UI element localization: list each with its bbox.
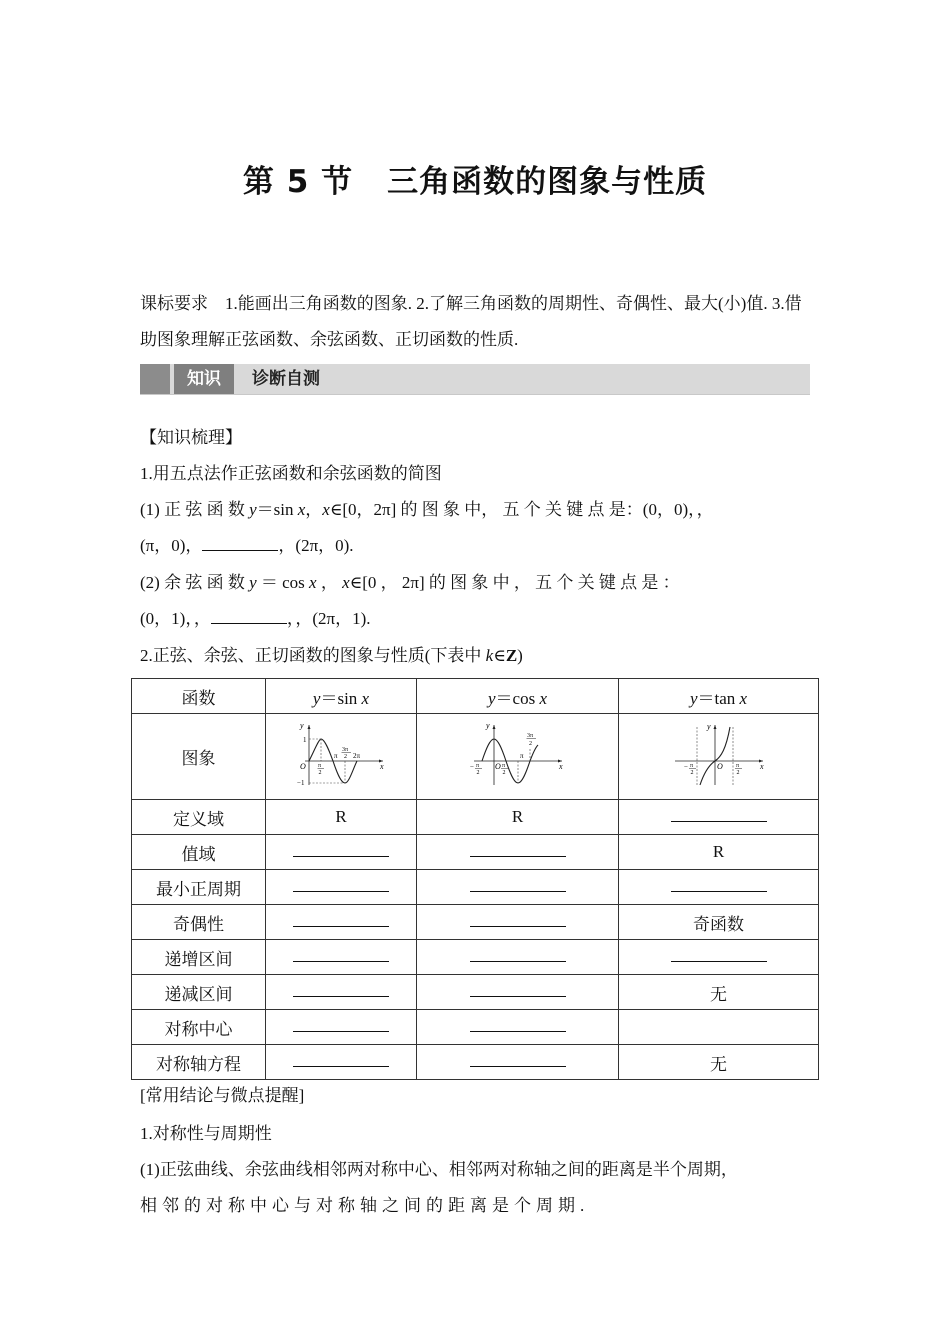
svg-text:x: x: [380, 762, 384, 771]
section-band: [140, 364, 810, 395]
tip-1-heading: 1.对称性与周期性: [140, 1124, 272, 1143]
svg-text:2: 2: [318, 770, 322, 776]
svg-text:−1: −1: [297, 779, 305, 787]
fill-blank[interactable]: [671, 807, 767, 822]
fill-blank[interactable]: [293, 912, 389, 927]
svg-text:2: 2: [344, 754, 347, 760]
cos-points-line: (0，1)，， ，，(2π，1).: [140, 601, 812, 637]
properties-table: [131, 678, 819, 1080]
fill-blank[interactable]: [470, 842, 566, 857]
fill-blank[interactable]: [470, 1052, 566, 1067]
svg-text:π: π: [318, 763, 322, 769]
fill-blank[interactable]: [470, 877, 566, 892]
table-row: 递增区间: [132, 940, 819, 975]
fill-blank[interactable]: [293, 1052, 389, 1067]
svg-text:2π: 2π: [353, 752, 361, 760]
tips-heading: [常用结论与微点提醒]: [140, 1086, 305, 1105]
fill-blank[interactable]: [293, 1017, 389, 1032]
section-number: 第 5 节: [242, 164, 354, 200]
svg-text:−: −: [683, 763, 688, 771]
fill-blank[interactable]: [293, 842, 389, 857]
header-tan: y＝tan x: [619, 679, 819, 714]
page-title: [0, 156, 950, 201]
sin-points-line: (π，0)， ，(2π，0).: [140, 528, 812, 564]
tan-graph-cell: [619, 714, 819, 800]
svg-text:O: O: [716, 762, 723, 771]
svg-text:π: π: [689, 763, 693, 769]
requirements-label: 课标要求: [140, 294, 208, 313]
svg-text:π: π: [735, 763, 739, 769]
svg-text:π: π: [501, 763, 505, 769]
svg-text:3π: 3π: [526, 733, 533, 739]
item-2-heading: 2.正弦、余弦、正切函数的图象与性质(下表中 k∈Z): [140, 646, 523, 665]
band-text: 诊断自测: [252, 369, 320, 389]
band-tab-marker: [140, 364, 170, 394]
svg-text:3π: 3π: [342, 747, 349, 753]
header-cos: y＝cos x: [417, 679, 619, 714]
sin-graph: [297, 721, 385, 787]
svg-text:1: 1: [303, 736, 307, 744]
fill-blank[interactable]: [211, 605, 287, 624]
knowledge-heading: 【知识梳理】: [140, 428, 242, 447]
fill-blank[interactable]: [202, 532, 278, 551]
svg-text:y: y: [300, 721, 304, 730]
table-row: 对称中心: [132, 1010, 819, 1045]
table-row: 最小正周期: [132, 870, 819, 905]
fill-blank[interactable]: [293, 982, 389, 997]
table-header-row: [132, 679, 819, 714]
svg-text:x: x: [759, 762, 764, 771]
header-sin: y＝sin x: [266, 679, 417, 714]
cos-five-point-line: (2) 余 弦 函 数 y ＝ cos x ， x∈[0 ， 2π] 的 图 象 中 ， 五 个 关 键 点 是 ：: [140, 573, 680, 592]
svg-text:O: O: [300, 762, 306, 771]
fill-blank[interactable]: [470, 982, 566, 997]
fill-blank[interactable]: [470, 947, 566, 962]
section-title: 三角函数的图象与性质: [387, 164, 708, 200]
sin-five-point-line: (1) 正 弦 函 数 y＝sin x，x∈[0，2π] 的 图 象 中， 五 个 关 键 点 是：(0，0)，，: [140, 500, 714, 519]
fill-blank[interactable]: [671, 877, 767, 892]
svg-text:π: π: [334, 752, 338, 760]
svg-text:2: 2: [476, 770, 479, 776]
tip-1-text-line-2: 相邻的对称中心与对称轴之间的距离是个周期.: [140, 1196, 590, 1215]
svg-text:π: π: [475, 763, 479, 769]
sin-graph-cell: [266, 714, 417, 800]
svg-text:x: x: [558, 762, 563, 771]
svg-text:−: −: [469, 763, 474, 771]
svg-text:2: 2: [736, 770, 739, 776]
svg-text:2: 2: [528, 741, 532, 747]
requirements-text: 1.能画出三角函数的图象. 2.了解三角函数的周期性、奇偶性、最大(小)值. 3.借助图象理解正弦函数、余弦函数、正切函数的性质.: [140, 294, 802, 349]
table-row: 值域 R: [132, 835, 819, 870]
table-row: 递减区间 无: [132, 975, 819, 1010]
graph-label: 图象: [132, 714, 266, 800]
svg-text:2: 2: [502, 770, 505, 776]
cos-graph: [470, 721, 566, 787]
fill-blank[interactable]: [470, 912, 566, 927]
table-row: 定义域 R R: [132, 800, 819, 835]
header-func: 函数: [132, 679, 266, 714]
svg-text:y: y: [485, 721, 490, 730]
table-row: 奇偶性 奇函数: [132, 905, 819, 940]
cos-graph-cell: [417, 714, 619, 800]
fill-blank[interactable]: [293, 947, 389, 962]
svg-text:π: π: [519, 752, 524, 760]
band-tab: 知识: [174, 364, 234, 394]
fill-blank[interactable]: [293, 877, 389, 892]
tan-graph: [671, 721, 767, 787]
svg-text:2: 2: [690, 770, 693, 776]
item-1-heading: 1.用五点法作正弦函数和余弦函数的简图: [140, 464, 442, 483]
svg-text:y: y: [706, 722, 711, 731]
requirements-paragraph: [140, 286, 812, 358]
graph-row: [132, 714, 819, 800]
tip-1-text-line-1: (1)正弦曲线、余弦曲线相邻两对称中心、相邻两对称轴之间的距离是半个周期，: [140, 1160, 738, 1179]
fill-blank[interactable]: [671, 947, 767, 962]
svg-text:O: O: [494, 762, 501, 771]
table-row: 对称轴方程 无: [132, 1045, 819, 1080]
fill-blank[interactable]: [470, 1017, 566, 1032]
